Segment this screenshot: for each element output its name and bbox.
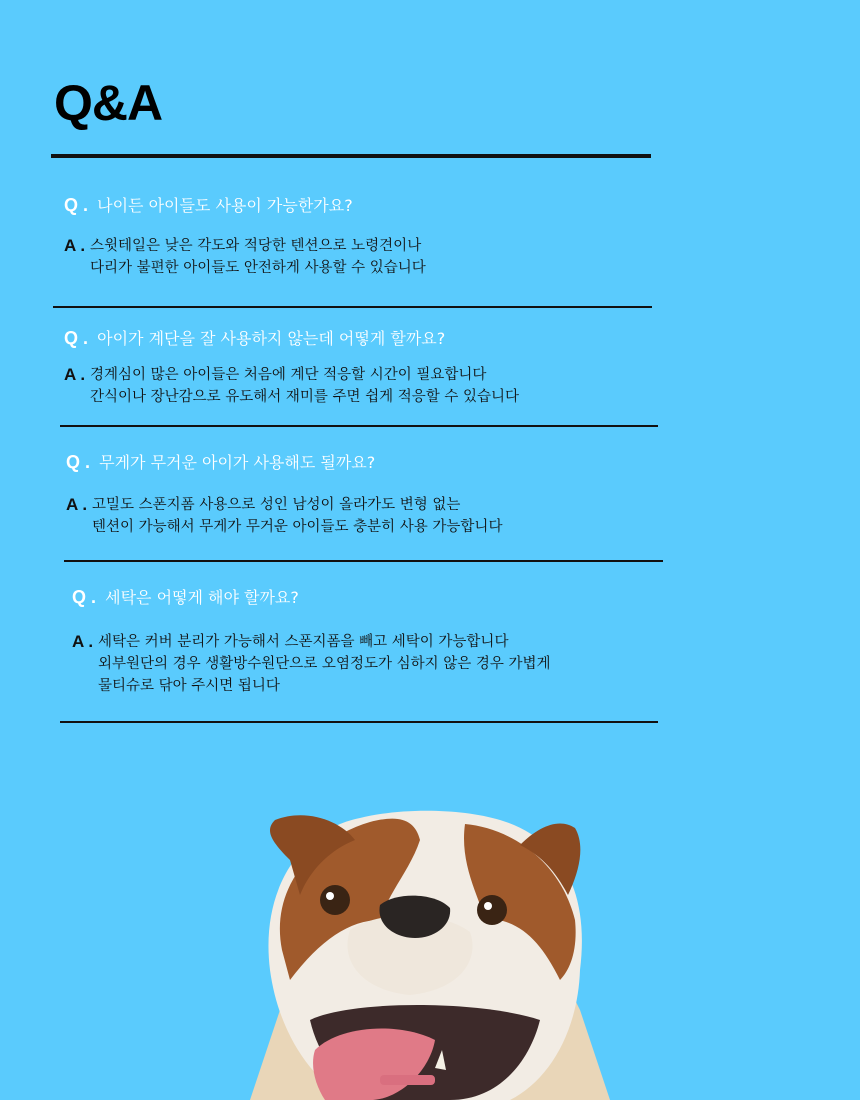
- question: [66, 451, 502, 474]
- qa-item-1: [64, 194, 426, 279]
- answer: [72, 631, 550, 697]
- q-marker: Q .: [66, 452, 91, 472]
- a-marker: A .: [64, 236, 86, 255]
- qa-divider: [64, 560, 663, 562]
- qa-divider: [60, 721, 658, 723]
- q-marker: Q .: [72, 587, 97, 607]
- question-text: 나이든 아이들도 사용이 가능한가요?: [97, 196, 353, 215]
- answer: [64, 235, 426, 279]
- a-marker: A .: [64, 365, 86, 384]
- question: [64, 327, 519, 350]
- title-divider: [51, 154, 651, 158]
- qa-item-3: [66, 451, 502, 538]
- qa-item-2: [64, 327, 519, 408]
- answer-line: 세탁은 커버 분리가 가능해서 스폰지폼을 빼고 세탁이 가능합니다: [98, 634, 509, 650]
- answer-line: 고밀도 스폰지폼 사용으로 성인 남성이 올라가도 변형 없는: [92, 497, 461, 513]
- answer-line: 경계심이 많은 아이들은 처음에 계단 적응할 시간이 필요합니다: [90, 367, 487, 383]
- qa-divider: [60, 425, 658, 427]
- a-marker: A .: [66, 495, 88, 514]
- qa-divider: [53, 306, 652, 308]
- answer-line: 스윗테일은 낮은 각도와 적당한 텐션으로 노령견이나: [90, 238, 422, 254]
- qa-item-4: [72, 586, 550, 697]
- answer-line: 외부원단의 경우 생활방수원단으로 오염정도가 심하지 않은 경우 가볍게: [98, 656, 551, 672]
- question-text: 아이가 계단을 잘 사용하지 않는데 어떻게 할까요?: [97, 329, 446, 348]
- answer-line: 다리가 불편한 아이들도 안전하게 사용할 수 있습니다: [90, 260, 426, 276]
- answer-line: 텐션이 가능해서 무게가 무거운 아이들도 충분히 사용 가능합니다: [92, 519, 503, 535]
- question-text: 세탁은 어떻게 해야 할까요?: [105, 588, 299, 607]
- answer-line: 간식이나 장난감으로 유도해서 재미를 주면 쉽게 적응할 수 있습니다: [90, 389, 520, 405]
- a-marker: A .: [72, 632, 94, 651]
- q-marker: Q .: [64, 328, 89, 348]
- answer: [64, 364, 519, 408]
- question: [64, 194, 426, 217]
- question: [72, 586, 550, 609]
- question-text: 무게가 무거운 아이가 사용해도 될까요?: [99, 453, 376, 472]
- bulldog-image: [230, 800, 630, 1100]
- answer: [66, 494, 502, 538]
- q-marker: Q .: [64, 195, 89, 215]
- answer-line: 물티슈로 닦아 주시면 됩니다: [98, 678, 280, 694]
- page-title: Q&A: [54, 75, 163, 131]
